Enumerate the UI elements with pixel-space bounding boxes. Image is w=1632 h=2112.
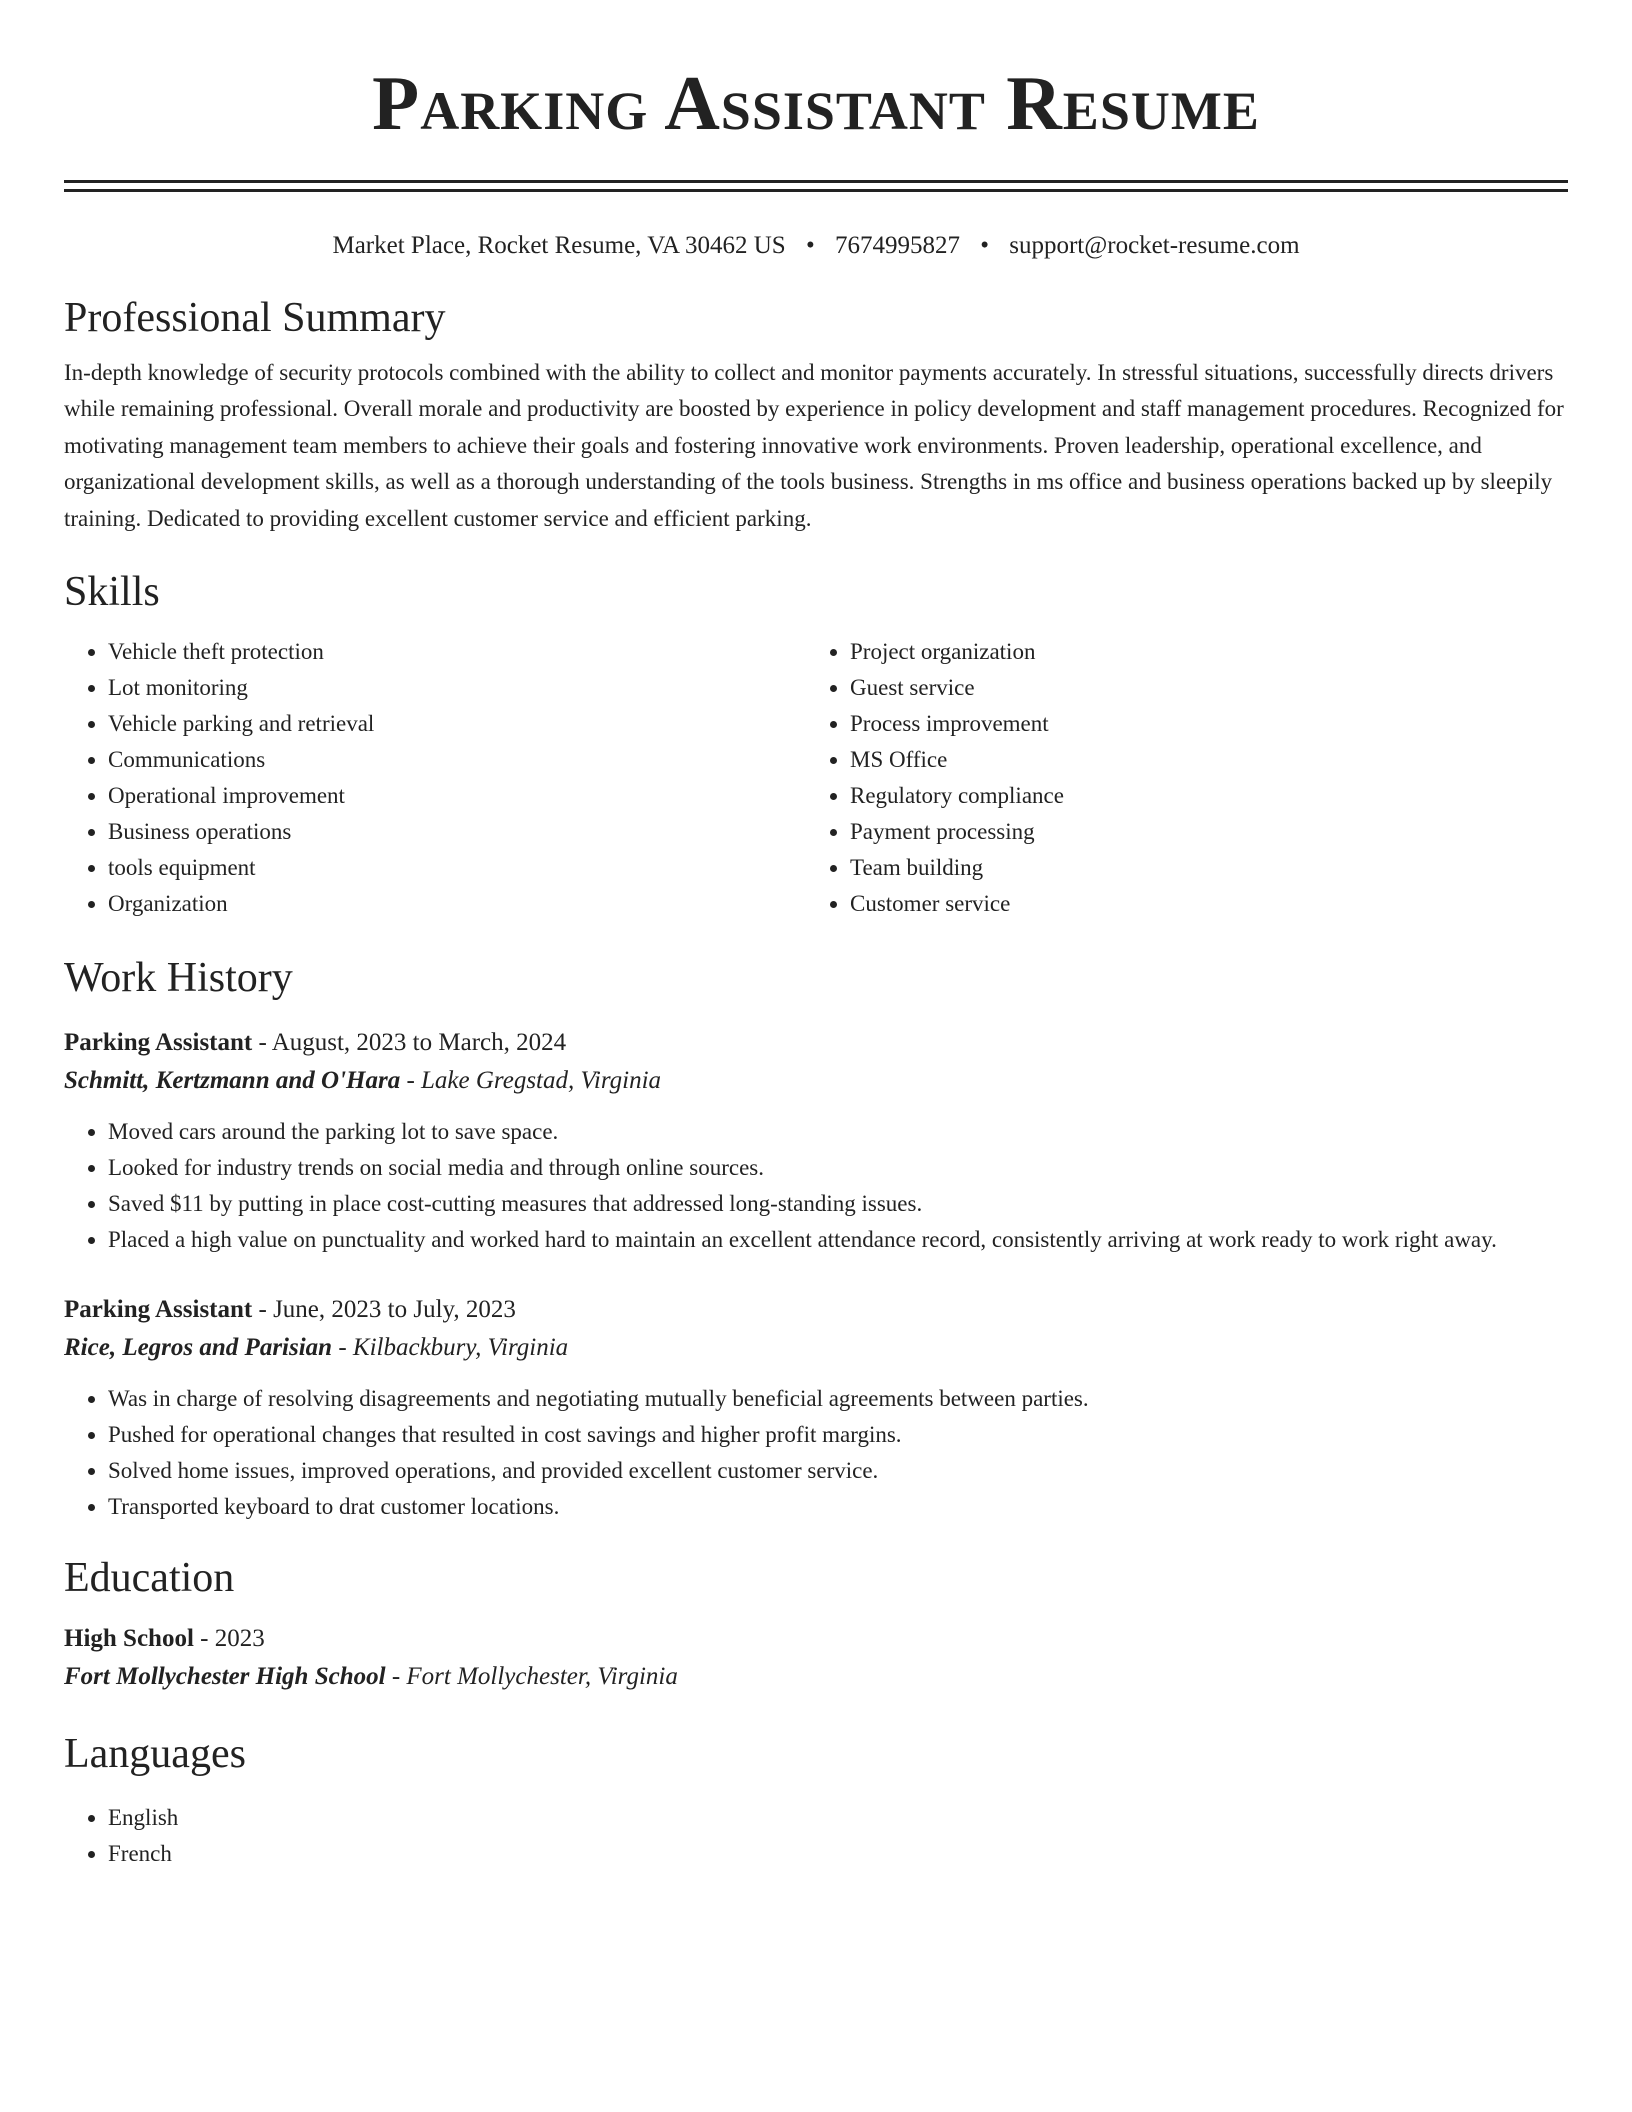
skills-list-right <box>806 634 1548 922</box>
job-title: Parking Assistant <box>64 1296 253 1324</box>
languages-heading: Languages <box>64 1731 246 1778</box>
title-divider-top <box>64 180 1568 183</box>
job-dates: August, 2023 to March, 2024 <box>271 1029 567 1057</box>
contact-line <box>64 228 1568 264</box>
education-school-line: Fort Mollychester High School - Fort Mollychester, Virginia <box>64 1663 678 1691</box>
job-bullet: • Placed a high value on punctuality and worked hard to maintain an excellent attendance record, consistently arriving at work ready to work right away. <box>108 1222 1568 1258</box>
summary-text: In-depth knowledge of security protocols combined with the ability to collect and monitor payments accurately. In stressful situations, successfully directs drivers while remaining professional. Overall morale and productivity are boosted by experience in policy development and staff management procedures. Recognized for motivating management team members to achieve their goals and fostering innovative work environments. Proven leadership, operational excellence, and organizational development skills, as well as a thorough understanding of the tools business. Strengths in ms office and business operations backed up by sleepily training. Dedicated to providing excellent customer service and efficient parking. <box>64 360 1564 531</box>
skill-item: • Regulatory compliance <box>850 778 1548 814</box>
skill-item: • Payment processing <box>850 814 1548 850</box>
skill-item: • MS Office <box>850 742 1548 778</box>
job-location: Lake Gregstad, Virginia <box>421 1067 662 1095</box>
language-item: • French <box>108 1836 1568 1872</box>
job-company: Schmitt, Kertzmann and O'Hara <box>64 1067 401 1095</box>
education-heading: Education <box>64 1555 235 1602</box>
skill-item: • Team building <box>850 850 1548 886</box>
education-location: Fort Mollychester, Virginia <box>406 1663 678 1691</box>
skills-grid <box>64 634 1568 922</box>
job-bullet: • Looked for industry trends on social media and through online sources. <box>108 1150 1568 1186</box>
job-dates: June, 2023 to July, 2023 <box>273 1296 516 1324</box>
skill-item: • Guest service <box>850 670 1548 706</box>
job-company-line: Schmitt, Kertzmann and O'Hara - Lake Gregstad, Virginia <box>64 1067 662 1095</box>
contact-address: Market Place, Rocket Resume, VA 30462 US <box>332 232 786 259</box>
education-degree: High School <box>64 1625 194 1653</box>
job-company: Rice, Legros and Parisian <box>64 1334 333 1362</box>
contact-email: support@rocket-resume.com <box>1009 232 1300 259</box>
job-bullet: • Was in charge of resolving disagreements and negotiating mutually beneficial agreements between parties. <box>108 1381 1568 1417</box>
languages-list <box>64 1800 1568 1872</box>
skills-column-right <box>806 634 1548 922</box>
job-title-line: Parking Assistant - June, 2023 to July, 2023 <box>64 1296 516 1324</box>
contact-separator: • <box>980 232 989 259</box>
contact-separator: • <box>805 232 815 259</box>
summary-heading: Professional Summary <box>64 295 446 341</box>
contact-phone: 7674995827 <box>834 232 960 259</box>
job-bullets <box>64 1381 1568 1525</box>
skill-item: • Operational improvement <box>108 778 806 814</box>
skill-item: • Vehicle parking and retrieval <box>108 706 806 742</box>
education-school: Fort Mollychester High School <box>64 1663 386 1691</box>
education-degree-line: High School - 2023 <box>64 1625 265 1653</box>
job-company-line: Rice, Legros and Parisian - Kilbackbury, Virginia <box>64 1334 569 1362</box>
skill-item: • Communications <box>108 742 806 778</box>
job-bullet: • Pushed for operational changes that resulted in cost savings and higher profit margins. <box>108 1417 1568 1453</box>
job-bullet: • Transported keyboard to drat customer locations. <box>108 1489 1568 1525</box>
job-location: Kilbackbury, Virginia <box>352 1334 569 1362</box>
skill-item: • Project organization <box>850 634 1548 670</box>
job-bullet: • Solved home issues, improved operations, and provided excellent customer service. <box>108 1453 1568 1489</box>
job-bullets <box>64 1114 1568 1258</box>
skill-item: • Lot monitoring <box>108 670 806 706</box>
job-bullet: • Saved $11 by putting in place cost-cutting measures that addressed long-standing issues. <box>108 1186 1568 1222</box>
resume-title: Parking Assistant Resume <box>372 60 1260 146</box>
skill-item: • Vehicle theft protection <box>108 634 806 670</box>
skill-item: • Business operations <box>108 814 806 850</box>
education-year: 2023 <box>214 1625 265 1653</box>
title-divider-bottom <box>64 189 1568 192</box>
skill-item: • Organization <box>108 886 806 922</box>
job-title: Parking Assistant <box>64 1029 253 1057</box>
job-bullet: • Moved cars around the parking lot to save space. <box>108 1114 1568 1150</box>
skills-list-left <box>64 634 806 922</box>
job-entry <box>64 1291 1568 1525</box>
skill-item: • Customer service <box>850 886 1548 922</box>
work-history-heading: Work History <box>64 955 293 1002</box>
skill-item: • Process improvement <box>850 706 1548 742</box>
language-item: • English <box>108 1800 1568 1836</box>
job-title-line: Parking Assistant - August, 2023 to March, 2024 <box>64 1029 567 1057</box>
job-entry <box>64 1024 1568 1258</box>
skill-item: • tools equipment <box>108 850 806 886</box>
skills-column-left <box>64 634 806 922</box>
skills-heading: Skills <box>64 569 160 616</box>
